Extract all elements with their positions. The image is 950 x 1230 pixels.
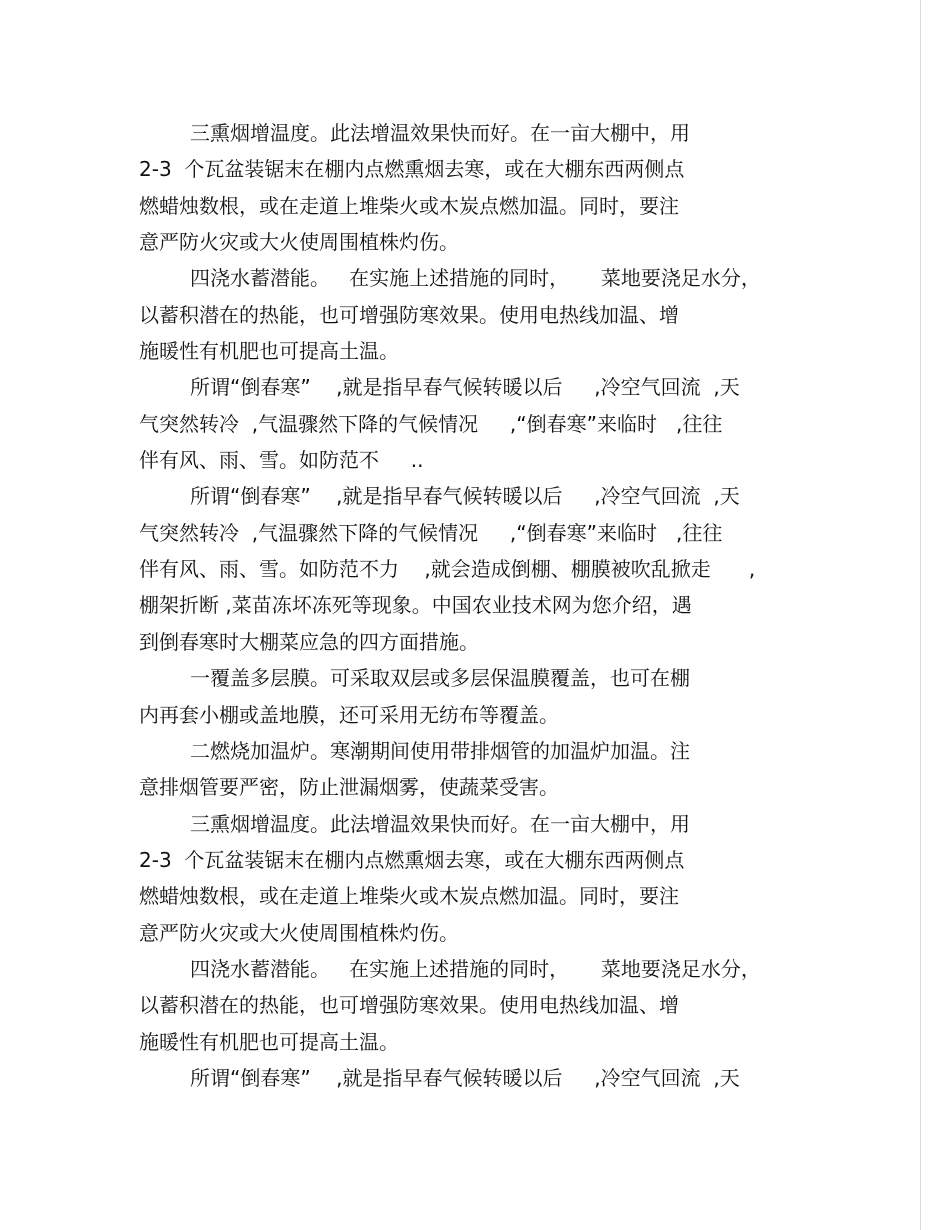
- text-line: 伴有风、雨、雪。如防范不 ..: [139, 448, 424, 473]
- text-line: 所谓“倒春寒” ,就是指早春气候转暖以后 ,冷空气回流 ,天: [190, 484, 740, 509]
- text-line: 意严防火灾或大火使周围植株灼伤。: [139, 230, 459, 255]
- text-line: 二燃烧加温炉。寒潮期间使用带排烟管的加温炉加温。注: [190, 738, 690, 763]
- text-line: 以蓄积潜在的热能，也可增强防寒效果。使用电热线加温、增: [139, 993, 679, 1018]
- text-line: 所谓“倒春寒” ,就是指早春气候转暖以后 ,冷空气回流 ,天: [190, 375, 740, 400]
- text-line: 2-3 个瓦盆装锯末在棚内点燃熏烟去寒，或在大棚东西两侧点: [139, 157, 685, 182]
- text-line: 施暖性有机肥也可提高土温。: [139, 339, 399, 364]
- text-line: 意严防火灾或大火使周围植株灼伤。: [139, 920, 459, 945]
- document-body: [139, 115, 839, 1096]
- text-line: 到倒春寒时大棚菜应急的四方面措施。: [139, 629, 479, 654]
- text-line: 2-3 个瓦盆装锯末在棚内点燃熏烟去寒，或在大棚东西两侧点: [139, 847, 685, 872]
- text-line: 伴有风、雨、雪。如防范不力 ,就会造成倒棚、棚膜被吹乱掀走 ,: [139, 557, 756, 582]
- text-line: 燃蜡烛数根，或在走道上堆柴火或木炭点燃加温。同时，要注: [139, 884, 679, 909]
- page-edge-divider: [920, 0, 921, 1230]
- text-line: 以蓄积潜在的热能，也可增强防寒效果。使用电热线加温、增: [139, 302, 679, 327]
- text-line: 内再套小棚或盖地膜，还可采用无纺布等覆盖。: [139, 702, 559, 727]
- text-line: 施暖性有机肥也可提高土温。: [139, 1029, 399, 1054]
- text-line: 四浇水蓄潜能。 在实施上述措施的同时， 菜地要浇足水分，: [190, 956, 761, 981]
- text-line: 所谓“倒春寒” ,就是指早春气候转暖以后 ,冷空气回流 ,天: [190, 1065, 740, 1090]
- text-line: 四浇水蓄潜能。 在实施上述措施的同时， 菜地要浇足水分，: [190, 266, 761, 291]
- text-line: 三熏烟增温度。此法增温效果快而好。在一亩大棚中，用: [190, 811, 690, 836]
- text-line: 气突然转冷 ,气温骤然下降的气候情况 ,“倒春寒”来临时 ,往往: [139, 520, 723, 545]
- text-line: 一覆盖多层膜。可采取双层或多层保温膜覆盖，也可在棚: [190, 666, 690, 691]
- text-line: 棚架折断 ,菜苗冻坏冻死等现象。中国农业技术网为您介绍，遇: [139, 593, 692, 618]
- text-line: 意排烟管要严密，防止泄漏烟雾，使蔬菜受害。: [139, 775, 559, 800]
- text-line: 燃蜡烛数根，或在走道上堆柴火或木炭点燃加温。同时，要注: [139, 193, 679, 218]
- text-line: 三熏烟增温度。此法增温效果快而好。在一亩大棚中，用: [190, 121, 690, 145]
- text-line: 气突然转冷 ,气温骤然下降的气候情况 ,“倒春寒”来临时 ,往往: [139, 411, 723, 436]
